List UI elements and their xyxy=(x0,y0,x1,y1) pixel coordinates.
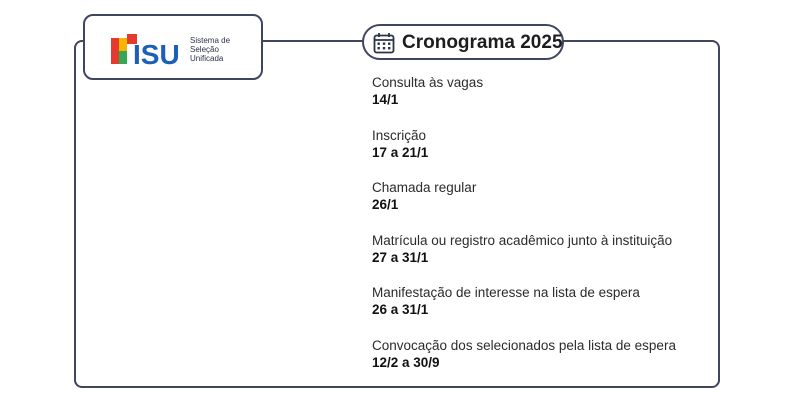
schedule-item-date: 12/2 a 30/9 xyxy=(372,354,440,370)
schedule-item-date: 17 a 21/1 xyxy=(372,144,429,160)
sisu-logo-mark xyxy=(111,34,187,68)
schedule-list xyxy=(372,74,712,390)
schedule-item-label: Convocação dos selecionados pela lista de espera xyxy=(372,337,676,353)
logo-line-3: Unificada xyxy=(190,54,224,63)
schedule-item xyxy=(372,232,712,285)
schedule-item-date: 27 a 31/1 xyxy=(372,249,429,265)
schedule-item-label: Chamada regular xyxy=(372,180,477,196)
schedule-item xyxy=(372,284,712,337)
logo-line-1: Sistema de xyxy=(190,36,231,45)
schedule-item-label: Manifestação de interesse na lista de espera xyxy=(372,285,640,301)
schedule-item-date: 26 a 31/1 xyxy=(372,302,429,318)
schedule-item-date: 26/1 xyxy=(372,197,399,213)
schedule-item-label: Matrícula ou registro acadêmico junto à instituição xyxy=(372,232,673,248)
calendar-icon xyxy=(373,32,395,54)
schedule-item xyxy=(372,74,712,127)
schedule-item-label: Inscrição xyxy=(372,127,427,143)
schedule-item-date: 14/1 xyxy=(372,92,399,107)
sisu-logo xyxy=(83,14,263,80)
logo-line-2: Seleção xyxy=(190,45,219,54)
logo-subtitle xyxy=(190,36,260,63)
schedule-item-label: Consulta às vagas xyxy=(372,75,484,90)
schedule-item xyxy=(372,337,712,390)
svg-text:ISU: ISU xyxy=(133,39,180,68)
schedule-item xyxy=(372,179,712,232)
title-badge xyxy=(362,24,564,60)
page-title: Cronograma 2025 xyxy=(402,32,563,53)
schedule-item xyxy=(372,127,712,180)
